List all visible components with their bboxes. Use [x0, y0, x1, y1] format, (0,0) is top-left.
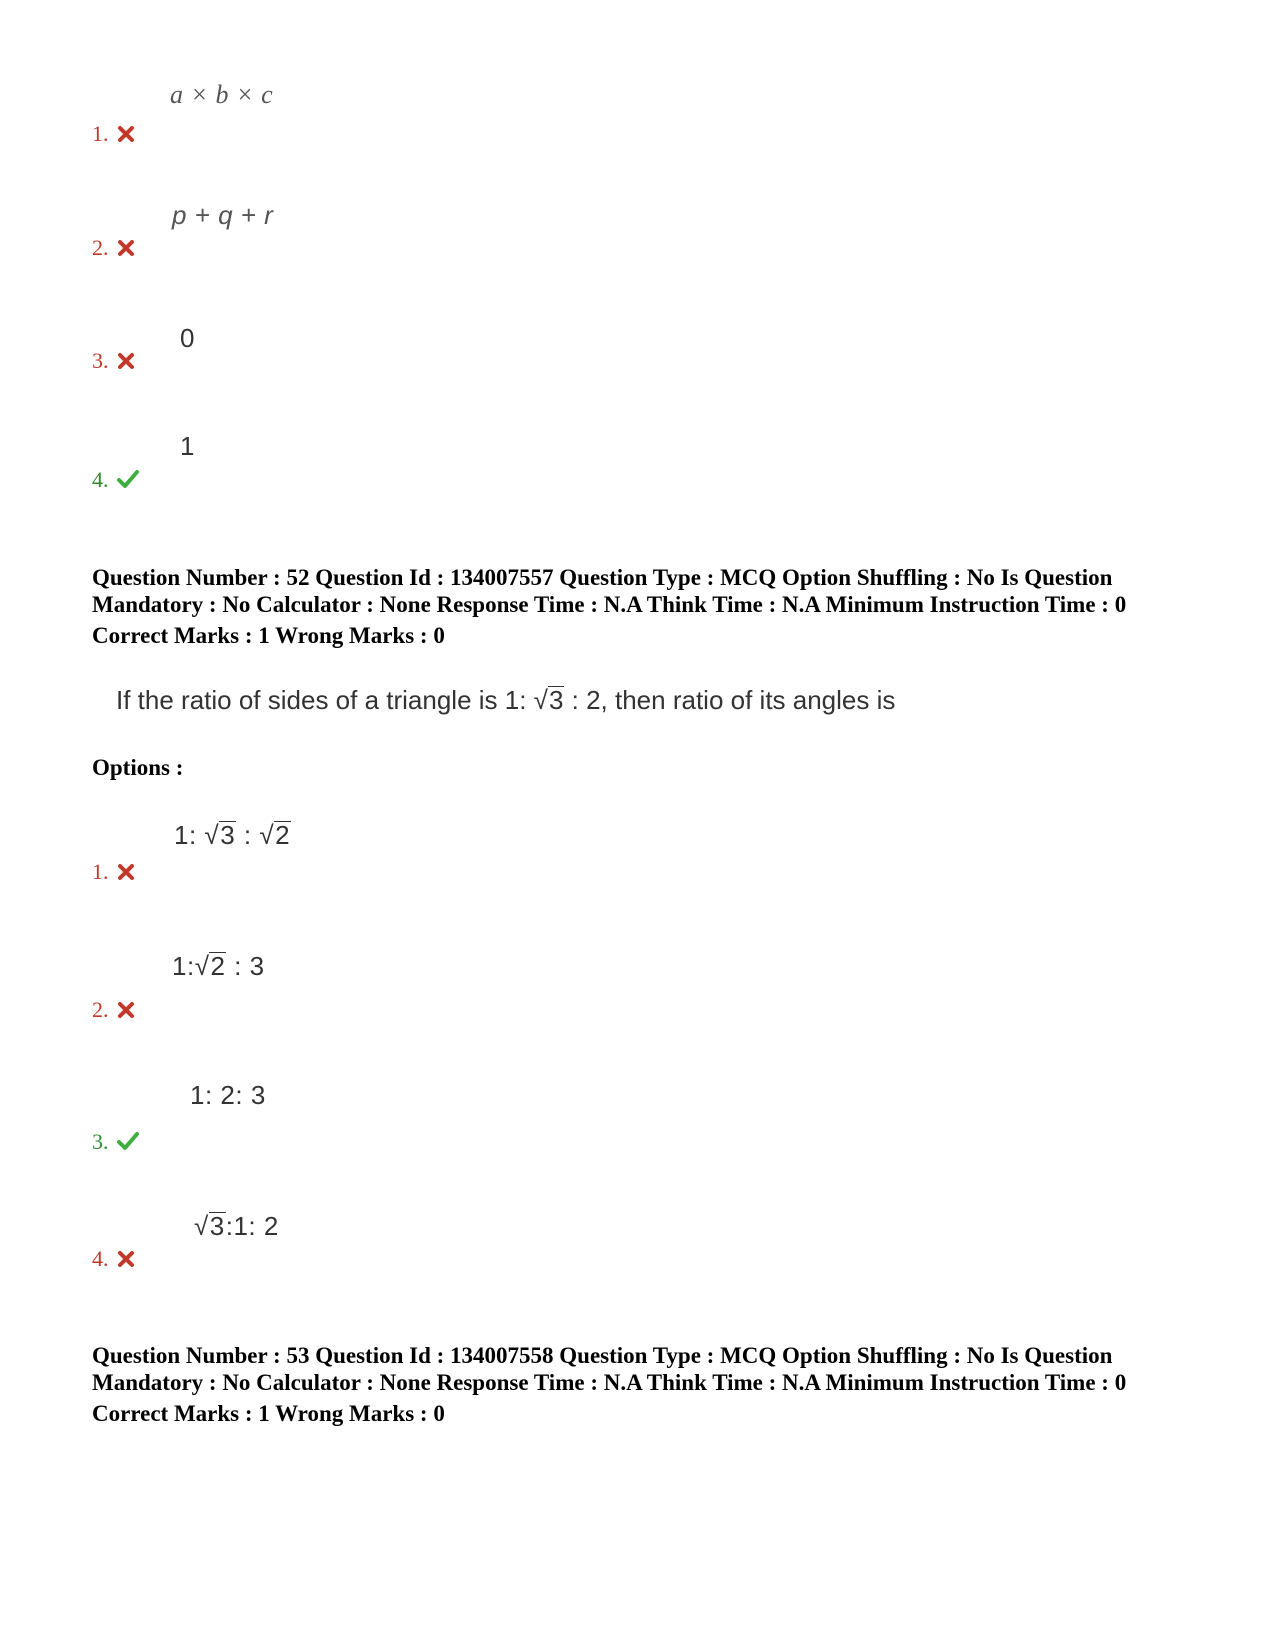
prev-option-4-content: 1 [180, 431, 195, 461]
option-text: : [236, 820, 260, 850]
q52-option-3-content: 1: 2: 3 [190, 1080, 266, 1110]
option-number: 2. [92, 235, 109, 260]
q52-option-4-content [194, 1211, 279, 1242]
prev-option-3-content: 0 [180, 323, 195, 353]
option-number: 3. [92, 348, 109, 373]
q52-option-2-label [92, 997, 135, 1023]
stem-text-before: If the ratio of sides of a triangle is 1: [116, 685, 534, 715]
prev-option-2-label [92, 235, 135, 261]
option-text: 1: [172, 951, 195, 981]
prev-option-3-label [92, 348, 135, 374]
prev-option-4-label [92, 467, 139, 493]
meta-line-1: Question Number : 52 Question Id : 134007557 Question Type : MCQ Option Shuffling : No Is Question [92, 565, 1113, 590]
option-number: 3. [92, 1129, 109, 1154]
option-number: 2. [92, 997, 109, 1022]
wrong-cross-icon [117, 239, 135, 257]
meta-line-2: Mandatory : No Calculator : None Response Time : N.A Think Time : N.A Minimum Instruction Time : 0 [92, 1370, 1127, 1395]
radicand: 3 [209, 1211, 225, 1241]
option-number: 1. [92, 121, 109, 146]
option-text: 1: [174, 820, 205, 850]
radicand: 3 [220, 820, 236, 850]
wrong-cross-icon [117, 1250, 135, 1268]
meta-line-2: Mandatory : No Calculator : None Response Time : N.A Think Time : N.A Minimum Instruction Time : 0 [92, 592, 1127, 617]
q52-option-1-label [92, 859, 135, 885]
option-number: 4. [92, 467, 109, 492]
wrong-cross-icon [117, 1001, 135, 1019]
q52-option-3-label [92, 1129, 139, 1155]
q52-option-2-content [172, 951, 265, 982]
stem-text-after: : 2, then ratio of its angles is [564, 685, 896, 715]
option-text: :1: 2 [225, 1211, 279, 1241]
sqrt-symbol: √3 [194, 1211, 225, 1241]
prev-option-1-label [92, 121, 135, 147]
q52-option-1-content [174, 820, 291, 851]
radicand: 2 [275, 820, 291, 850]
options-label: Options : [92, 755, 184, 780]
prev-option-2-content: p + q + r [172, 200, 274, 230]
correct-check-icon [117, 469, 139, 489]
option-number: 4. [92, 1246, 109, 1271]
sqrt-symbol: √2 [194, 951, 226, 981]
question-53-meta [92, 1342, 1212, 1427]
sqrt-symbol: √2 [259, 820, 291, 850]
question-52-stem [116, 685, 895, 716]
q52-option-4-label [92, 1246, 135, 1272]
radicand: 2 [210, 951, 226, 981]
correct-check-icon [117, 1131, 139, 1151]
marks-line: Correct Marks : 1 Wrong Marks : 0 [92, 623, 445, 648]
option-text: : 3 [226, 951, 265, 981]
wrong-cross-icon [117, 863, 135, 881]
wrong-cross-icon [117, 352, 135, 370]
question-52-meta [92, 564, 1212, 649]
meta-line-1: Question Number : 53 Question Id : 134007558 Question Type : MCQ Option Shuffling : No Is Question [92, 1343, 1113, 1368]
sqrt-symbol: √3 [204, 820, 236, 850]
wrong-cross-icon [117, 125, 135, 143]
sqrt-symbol: √3 [533, 685, 564, 715]
option-number: 1. [92, 859, 109, 884]
prev-option-1-content: a × b × c [170, 80, 274, 109]
marks-line: Correct Marks : 1 Wrong Marks : 0 [92, 1401, 445, 1426]
stem-radicand: 3 [548, 685, 564, 715]
